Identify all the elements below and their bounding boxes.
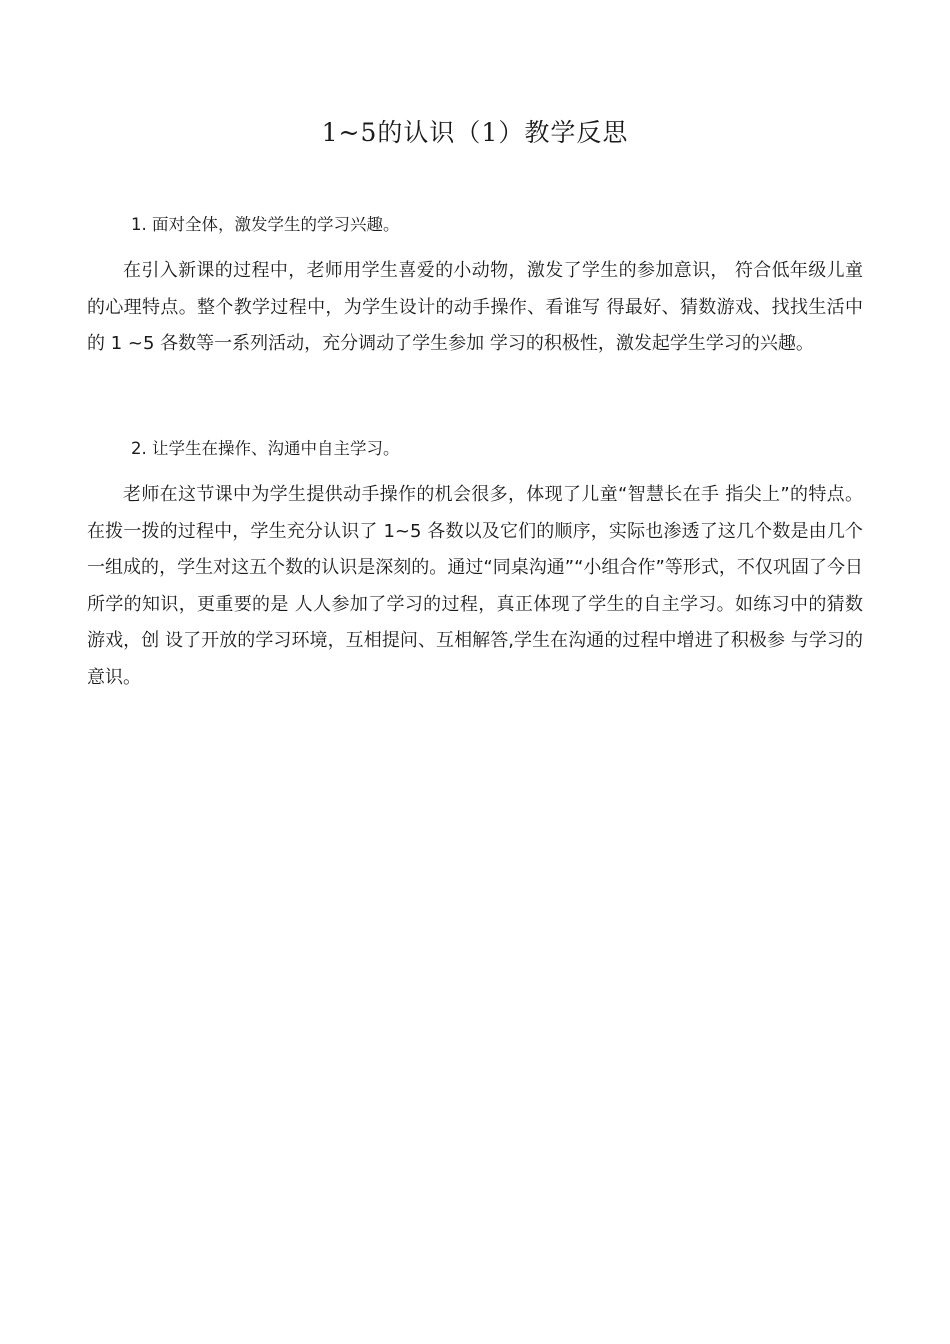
body-paragraph-1: 在引入新课的过程中，老师用学生喜爱的小动物，激发了学生的参加意识， 符合低年级儿童的心理特点。整个教学过程中，为学生设计的动手操作、看谁写 得最好、猜数游戏、找找生活中的 1 ~5 各数等一系列活动，充分调动了学生参加 学习的积极性，激发起学生学习的兴趣。 [87, 260, 863, 354]
section-heading-1: 1. 面对全体，激发学生的学习兴趣。 [131, 215, 400, 234]
section-heading-2: 2. 让学生在操作、沟通中自主学习。 [131, 439, 400, 458]
page-title: 1~5的认识（1）教学反思 [321, 118, 629, 147]
body-paragraph-2: 老师在这节课中为学生提供动手操作的机会很多，体现了儿童“智慧长在手 指尖上”的特点。在拨一拨的过程中，学生充分认识了 1~5 各数以及它们的顺序，实际也渗透了这几个数是由几个一组成的，学生对这五个数的认识是深刻的。通过“同桌沟通”“小组合作”等形式，不仅巩固了今日所学的知识，更重要的是 人人参加了学习的过程，真正体现了学生的自主学习。如练习中的猜数游戏，创 设了开放的学习环境，互相提问、互相解答,学生在沟通的过程中增进了积极参 与学习的意识。 [87, 484, 863, 688]
